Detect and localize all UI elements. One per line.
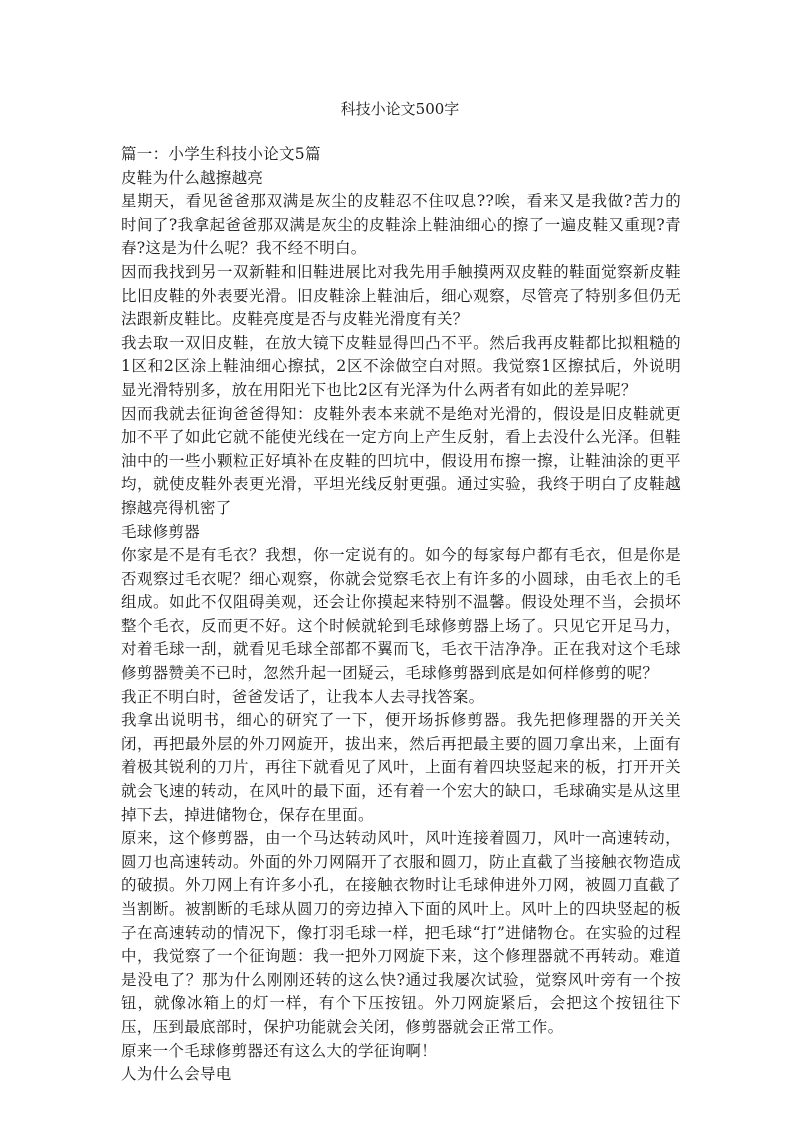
paragraph: 因而我就去征询爸爸得知：皮鞋外表本来就不是绝对光滑的，假设是旧皮鞋就更加不平了如此它就不能使光线在一定方向上产生反射，看上去没什么光泽。但鞋油中的一些小颗粒正好填补在皮鞋的凹坑中，假设用布擦一擦，让鞋油涂的更平均，就使皮鞋外表更光滑，平坦光线反射更强。通过实验，我终于明白了皮鞋越擦越亮得机密了 bbox=[121, 404, 681, 517]
paragraph: 原来，这个修剪器，由一个马达转动风叶，风叶连接着圆刀，风叶一高速转动，圆刀也高速转动。外面的外刀网隔开了衣服和圆刀，防止直截了当接触衣物造成的破损。外刀网上有许多小孔，在接触衣物时让毛球伸进外刀网，被圆刀直截了当割断。被割断的毛球从圆刀的旁边掉入下面的风叶上。风叶上的四块竖起的板子在高速转动的情况下，像打羽毛球一样，把毛球“打”进储物仓。在实验的过程中，我觉察了一个征询题：我一把外刀网旋下来，这个修理器就不再转动。难道是没电了？那为什么刚刚还转的这么快?通过我屡次试验，觉察风叶旁有一个按钮，就像冰箱上的灯一样，有个下压按钮。外刀网旋紧后，会把这个按钮往下压，压到最底部时，保护功能就会关闭，修剪器就会正常工作。 bbox=[121, 829, 681, 1036]
article-heading: 人为什么会导电 bbox=[121, 1065, 232, 1084]
paragraph: 我正不明白时，爸爸发话了，让我本人去寻找答案。 bbox=[121, 687, 485, 706]
paragraph: 我拿出说明书，细心的研究了一下，便开场拆修剪器。我先把修理器的开关关闭，再把最外层的外刀网旋开，拔出来，然后再把最主要的圆刀拿出来，上面有着极其锐利的刀片，再往下就看见了风叶，上面有着四块竖起来的板，打开开关就会飞速的转动，在风叶的最下面，还有着一个宏大的缺口，毛球确实是从这里掉下去，掉进储物仓，保存在里面。 bbox=[121, 711, 681, 824]
paragraph: 你家是不是有毛衣？我想，你一定说有的。如今的每家每户都有毛衣，但是你是否观察过毛衣呢？细心观察，你就会觉察毛衣上有许多的小圆球，由毛衣上的毛组成。如此不仅阻碍美观，还会让你摸起来特别不温馨。假设处理不当，会损坏整个毛衣，反而更不好。这个时候就轮到毛球修剪器上场了。只见它开足马力，对着毛球一刮，就看见毛球全部都不翼而飞，毛衣干洁净净。正在我对这个毛球修剪器赞美不已时，忽然升起一团疑云，毛球修剪器到底是如何样修剪的呢？ bbox=[121, 546, 681, 683]
article-heading: 皮鞋为什么越擦越亮 bbox=[121, 168, 264, 187]
document-title: 科技小论文500字 bbox=[340, 100, 460, 118]
paragraph: 我去取一双旧皮鞋，在放大镜下皮鞋显得凹凸不平。然后我再皮鞋都比拟粗糙的1区和2区涂上鞋油细心擦拭，2区不涂做空白对照。我觉察1区擦拭后，外说明显光滑特别多，放在用阳光下也比2区有光泽为什么两者有如此的差异呢？ bbox=[121, 333, 681, 399]
paragraph: 因而我找到另一双新鞋和旧鞋进展比对我先用手触摸两双皮鞋的鞋面觉察新皮鞋比旧皮鞋的外表要光滑。旧皮鞋涂上鞋油后，细心观察，尽管亮了特别多但仍无法跟新皮鞋比。皮鞋亮度是否与皮鞋光滑度有关？ bbox=[121, 262, 681, 329]
paragraph: 星期天，看见爸爸那双满是灰尘的皮鞋忍不住叹息??唉，看来又是我做?苦力的时间了?我拿起爸爸那双满是灰尘的皮鞋涂上鞋油细心的擦了一遍皮鞋又重现?青春?这是为什么呢？我不经不明白。 bbox=[121, 192, 681, 258]
article-heading: 毛球修剪器 bbox=[121, 522, 201, 541]
paragraph: 原来一个毛球修剪器还有这么大的学征询啊！ bbox=[121, 1041, 438, 1060]
document-body bbox=[121, 143, 681, 1087]
section-heading: 篇一：小学生科技小论文5篇 bbox=[121, 145, 321, 163]
